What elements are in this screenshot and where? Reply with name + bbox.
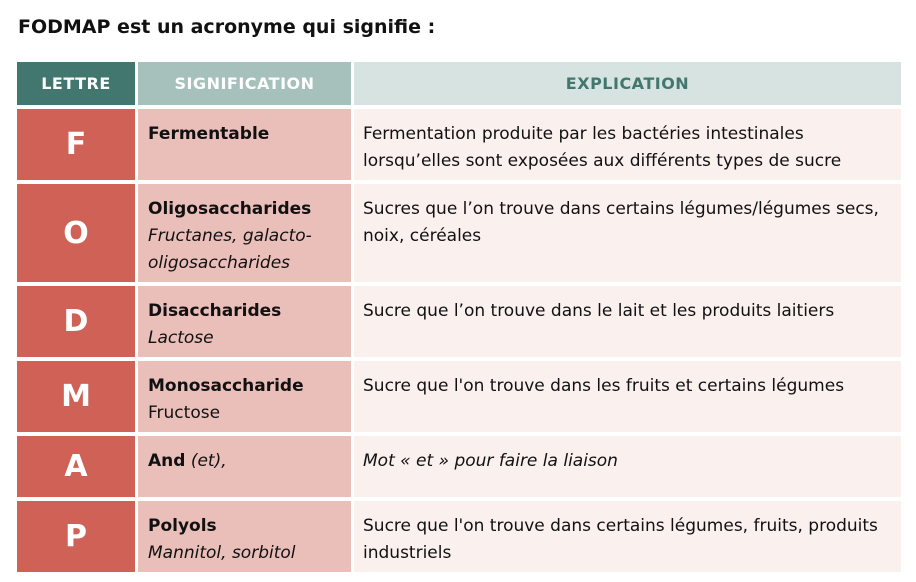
header-explication: EXPLICATION bbox=[354, 62, 901, 105]
header-signification: SIGNIFICATION bbox=[138, 62, 351, 105]
letter-cell: A bbox=[17, 436, 135, 497]
letter-cell: D bbox=[17, 286, 135, 357]
term: Polyols bbox=[148, 516, 217, 536]
term-detail: Lactose bbox=[148, 328, 214, 348]
letter-cell: F bbox=[17, 109, 135, 180]
term-detail: Fructanes, galacto-oligosaccharides bbox=[148, 226, 312, 273]
fodmap-table bbox=[17, 62, 901, 576]
signification-cell bbox=[138, 184, 351, 282]
header-letter: LETTRE bbox=[17, 62, 135, 105]
term: Fermentable bbox=[148, 124, 270, 144]
term-detail: (et), bbox=[190, 451, 227, 471]
term: Disaccharides bbox=[148, 301, 282, 321]
table-row bbox=[17, 184, 901, 282]
signification-cell bbox=[138, 286, 351, 357]
signification-cell bbox=[138, 361, 351, 432]
explanation-cell: Fermentation produite par les bactéries intestinales lorsqu’elles sont exposées aux différents types de sucre bbox=[354, 109, 901, 180]
explanation-cell: Sucre que l'on trouve dans les fruits et certains légumes bbox=[354, 361, 901, 432]
table-row bbox=[17, 501, 901, 572]
signification-cell bbox=[138, 109, 351, 180]
term-detail: Mannitol, sorbitol bbox=[148, 543, 296, 563]
signification-cell bbox=[138, 436, 351, 497]
table-row bbox=[17, 286, 901, 357]
table-row bbox=[17, 436, 901, 497]
letter-cell: O bbox=[17, 184, 135, 282]
term: And bbox=[148, 451, 186, 471]
explanation-cell: Sucres que l’on trouve dans certains légumes/légumes secs, noix, céréales bbox=[354, 184, 901, 282]
table-header-row bbox=[17, 62, 901, 105]
explanation-cell: Mot « et » pour faire la liaison bbox=[354, 436, 901, 497]
term: Oligosaccharides bbox=[148, 199, 312, 219]
signification-cell bbox=[138, 501, 351, 572]
page-title: FODMAP est un acronyme qui signifie : bbox=[18, 16, 436, 38]
table-row bbox=[17, 361, 901, 432]
explanation-cell: Sucre que l’on trouve dans le lait et les produits laitiers bbox=[354, 286, 901, 357]
term: Monosaccharide bbox=[148, 376, 304, 396]
letter-cell: M bbox=[17, 361, 135, 432]
term-detail: Fructose bbox=[148, 403, 221, 423]
letter-cell: P bbox=[17, 501, 135, 572]
explanation-cell: Sucre que l'on trouve dans certains légumes, fruits, produits industriels bbox=[354, 501, 901, 572]
table-row bbox=[17, 109, 901, 180]
